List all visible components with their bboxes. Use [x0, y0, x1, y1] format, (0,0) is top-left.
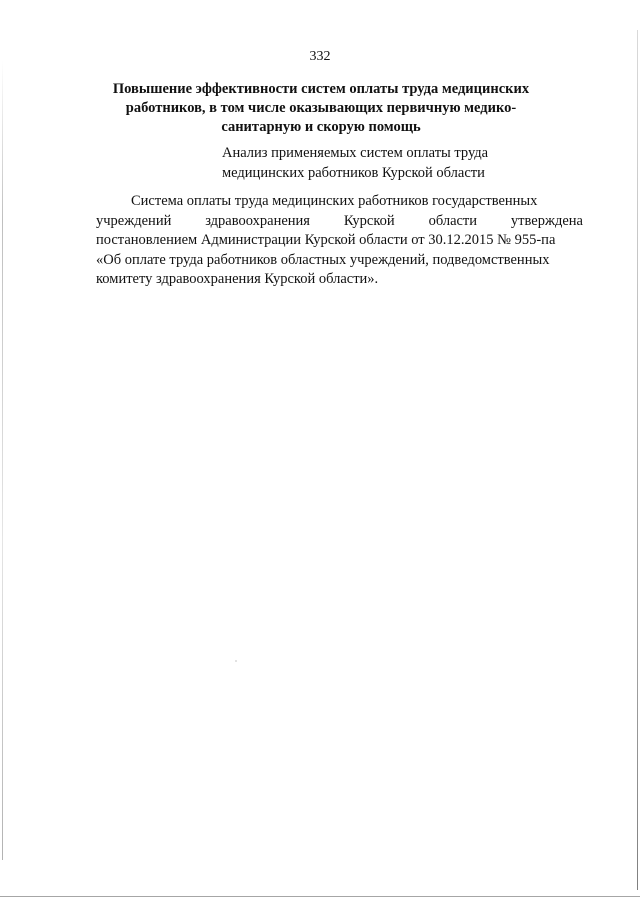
- subsection-title: [222, 143, 542, 183]
- body-paragraph: [96, 192, 583, 290]
- paragraph-word: утверждена: [510, 212, 583, 229]
- scan-speck: [235, 660, 237, 662]
- page-number: 332: [309, 49, 331, 64]
- scan-edge-right: [637, 30, 638, 890]
- paragraph-word: здравоохранения: [205, 212, 310, 229]
- paragraph-line: [96, 212, 583, 232]
- scan-edge-bottom: [0, 896, 640, 897]
- subsection-title-line: медицинских работников Курской области: [222, 165, 485, 181]
- section-title-line: Повышение эффективности систем оплаты труда медицинских: [112, 81, 530, 97]
- paragraph-word: учреждений: [96, 212, 172, 229]
- paragraph-word: области: [428, 212, 478, 229]
- paragraph-line: «Об оплате труда работников областных учреждений, подведомственных: [96, 251, 550, 268]
- section-title: [96, 80, 546, 137]
- paragraph-line: Система оплаты труда медицинских работников государственных: [131, 193, 538, 209]
- paragraph-line: комитету здравоохранения Курской области».: [96, 271, 379, 287]
- section-title-line: санитарную и скорую помощь: [221, 119, 421, 135]
- subsection-title-line: Анализ применяемых систем оплаты труда: [222, 145, 489, 161]
- scan-edge-left: [2, 60, 3, 860]
- paragraph-line: постановлением Администрации Курской области от 30.12.2015 № 955-па: [96, 232, 556, 248]
- paragraph-word: Курской: [343, 212, 395, 229]
- section-title-line: работников, в том числе оказывающих первичную медико-: [125, 100, 517, 116]
